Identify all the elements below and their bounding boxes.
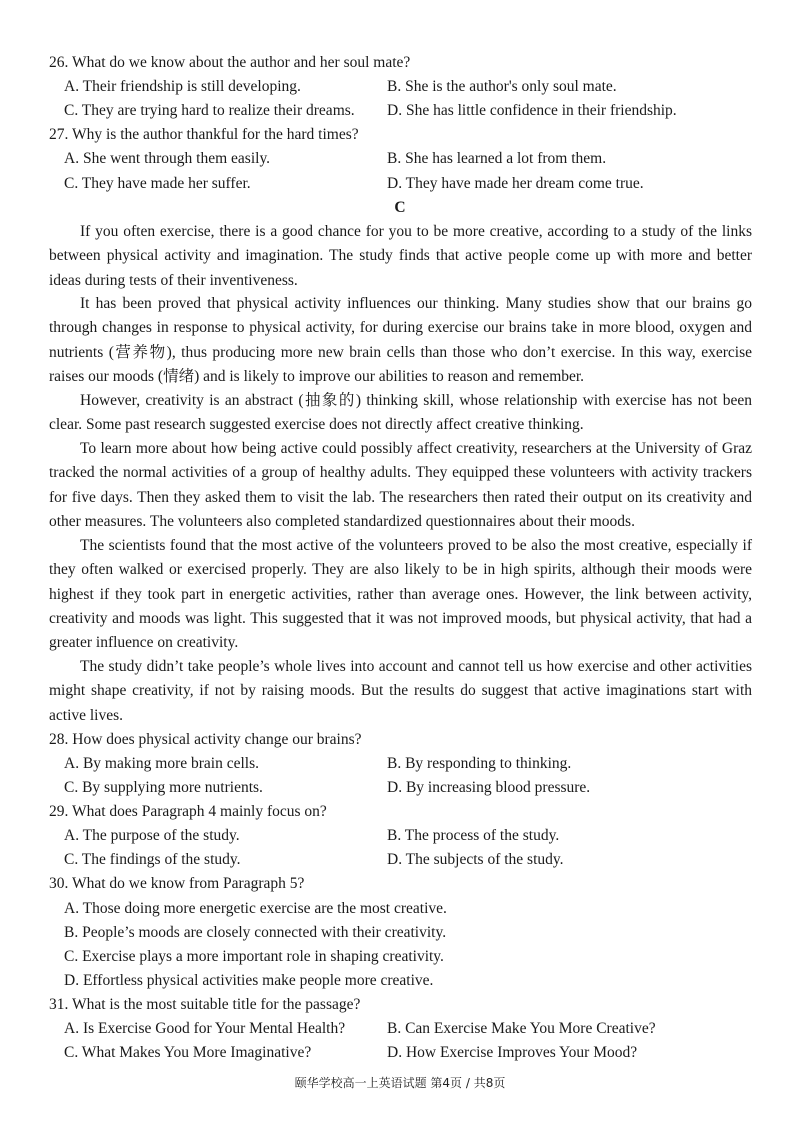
question-31-option-d: D. How Exercise Improves Your Mood? [387, 1044, 638, 1061]
question-29-option-c: C. The findings of the study. [64, 851, 241, 868]
question-31-stem: 31. What is the most suitable title for the passage? [49, 996, 361, 1013]
question-29-option-d: D. The subjects of the study. [387, 851, 564, 868]
question-26-option-c: C. They are trying hard to realize their dreams. [64, 102, 355, 119]
question-26-option-b: B. She is the author's only soul mate. [387, 78, 617, 95]
section-heading-c: C [394, 199, 406, 216]
question-27-option-b: B. She has learned a lot from them. [387, 150, 607, 167]
passage-paragraph-2: It has been proved that physical activity influences our thinking. Many studies show that our brains go through changes in response to physical activity, for during exercise our brains take in more blood, oxygen and nutrients (营养物), thus producing more new brain cells than those who don’t exercise. In this way, exercise raises our moods (情绪) and is likely to improve our abilities to reason and remember. [49, 295, 752, 385]
question-26-option-d: D. She has little confidence in their friendship. [387, 102, 677, 119]
question-27-stem: 27. Why is the author thankful for the hard times? [49, 126, 359, 143]
passage-paragraph-5: The scientists found that the most active of the volunteers proved to be also the most creative, especially if they often walked or exercised properly. They are also likely to be in high spirits, although their moods were highest if they took part in energetic activities, rather than average ones. However, the link between activity, creativity and moods was light. This suggested that it was not improved moods, but physical activity, that had a greater influence on creativity. [49, 537, 752, 652]
question-28-option-d: D. By increasing blood pressure. [387, 779, 591, 796]
page-footer: 颐华学校高一上英语试题 第4页 / 共8页 [294, 1076, 506, 1090]
question-30-stem: 30. What do we know from Paragraph 5? [49, 875, 305, 892]
passage-paragraph-6: The study didn’t take people’s whole lives into account and cannot tell us how exercise and other activities might shape creativity, if not by raising moods. But the results do suggest that active imaginations start with active lives. [49, 658, 752, 724]
question-28-option-a: A. By making more brain cells. [64, 755, 259, 772]
question-26-stem: 26. What do we know about the author and her soul mate? [49, 54, 411, 71]
question-29-option-a: A. The purpose of the study. [64, 827, 240, 844]
question-30-option-c: C. Exercise plays a more important role in shaping creativity. [64, 948, 444, 965]
question-30-option-d: D. Effortless physical activities make people more creative. [64, 972, 434, 989]
question-31-option-a: A. Is Exercise Good for Your Mental Health? [64, 1020, 346, 1037]
passage-paragraph-4: To learn more about how being active could possibly affect creativity, researchers at the University of Graz tracked the normal activities of a group of healthy adults. They equipped these volunteers with activity trackers for five days. Then they asked them to visit the lab. The researchers then rated their output on its creativity and other measures. The volunteers also completed standardized questionnaires about their moods. [49, 440, 752, 530]
question-29-option-b: B. The process of the study. [387, 827, 560, 844]
question-27-option-c: C. They have made her suffer. [64, 175, 251, 192]
question-30-option-a: A. Those doing more energetic exercise are the most creative. [64, 900, 447, 917]
question-31-option-b: B. Can Exercise Make You More Creative? [387, 1020, 656, 1037]
question-31-option-c: C. What Makes You More Imaginative? [64, 1044, 312, 1061]
passage-paragraph-3: However, creativity is an abstract (抽象的) thinking skill, whose relationship with exercise has not been clear. Some past research suggested exercise does not directly affect creative thinking. [49, 392, 752, 434]
question-29-stem: 29. What does Paragraph 4 mainly focus on? [49, 803, 327, 820]
passage-paragraph-1: If you often exercise, there is a good chance for you to be more creative, according to a study of the links between physical activity and imagination. The study finds that active people come up with more and better ideas during tests of their inventiveness. [49, 223, 752, 289]
question-26-option-a: A. Their friendship is still developing. [64, 78, 301, 95]
question-27-option-a: A. She went through them easily. [64, 150, 271, 167]
question-28-stem: 28. How does physical activity change our brains? [49, 731, 362, 748]
question-28-option-b: B. By responding to thinking. [387, 755, 572, 772]
question-27-option-d: D. They have made her dream come true. [387, 175, 644, 192]
question-30-option-b: B. People’s moods are closely connected with their creativity. [64, 924, 447, 941]
question-28-option-c: C. By supplying more nutrients. [64, 779, 263, 796]
